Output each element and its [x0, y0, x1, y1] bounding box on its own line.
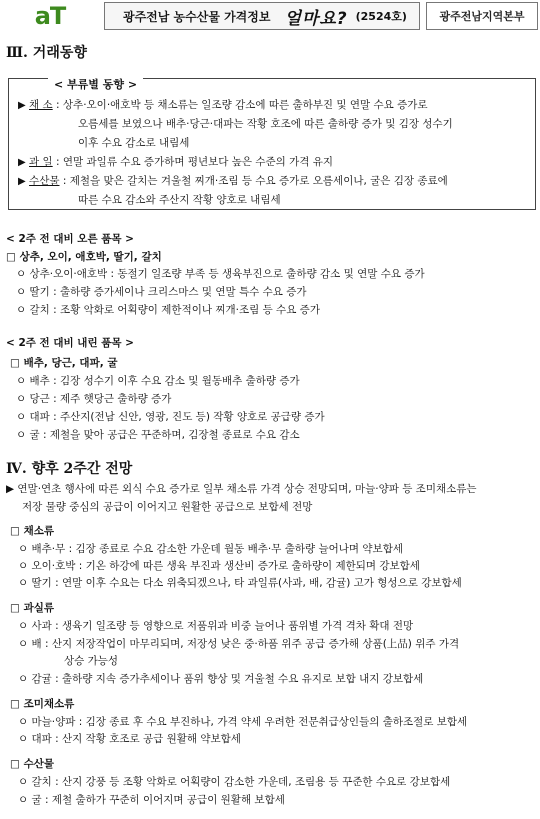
trend-item-label: 과 일 — [29, 156, 53, 168]
falling-items-heading: < 2주 전 대비 내린 품목 > — [6, 337, 134, 349]
outlook-line: ㅇ 갈치 : 산지 강풍 등 조황 악화로 어획량이 감소한 가운데, 조림용 등 꾸준한 수요로 강보합세 — [18, 776, 451, 788]
org-banner — [426, 2, 538, 30]
trend-item-fruit: ▶ 과 일 : 연말 과일류 수요 증가하며 평년보다 높은 수준의 가격 유지 — [18, 156, 334, 168]
outlook-line: ㅇ 딸기 : 연말 이후 수요는 다소 위축되겠으나, 타 과일류(사과, 배, 감귤) 고가 형성으로 강보합세 — [18, 577, 462, 589]
section-title-trade: Ⅲ. 거래동향 — [6, 45, 87, 61]
trend-item-text: 제철을 맞은 갈치는 겨울철 찌개·조림 등 수요 증가로 오름세이나, 굴은 김장 종료에 — [69, 175, 448, 187]
outlook-line: ㅇ 감귤 : 출하량 지속 증가추세이나 품위 향상 및 겨울철 수요 유지로 보합 내지 강보합세 — [18, 673, 424, 685]
outlook-line: ㅇ 마늘·양파 : 김장 종료 후 수요 부진하나, 가격 약세 우려한 전문취급상인들의 출하조절로 보합세 — [18, 716, 468, 728]
issue-number: (2524호) — [355, 10, 407, 23]
trend-item-vegetables: ▶ 채 소 : 상추·오이·애호박 등 채소류는 일조량 감소에 따른 출하부진 및 연말 수요 증가로 — [18, 99, 428, 111]
rising-items-heading: < 2주 전 대비 오른 품목 > — [6, 233, 134, 245]
trend-item-label: 수산물 — [29, 175, 60, 187]
outlook-line: ㅇ 대파 : 산지 작황 호조로 공급 원활해 약보합세 — [18, 733, 241, 745]
outlook-group-seafood: □ 수산물 — [10, 758, 55, 770]
rising-item-line: ㅇ 딸기 : 출하량 증가세이나 크리스마스 및 연말 특수 수요 증가 — [16, 286, 307, 298]
newsletter-name: 얼마요? — [284, 8, 348, 29]
outlook-group-fruit: □ 과실류 — [10, 602, 55, 614]
trend-item-label: 채 소 — [29, 99, 53, 111]
outlook-line: ㅇ 배추·무 : 김장 종료로 수요 감소한 가운데 월동 배추·무 출하량 늘어나며 약보합세 — [18, 543, 403, 555]
arrow-bullet-icon: ▶ — [18, 100, 26, 111]
title-banner — [104, 2, 420, 30]
trend-item-text: 연말 과일류 수요 증가하며 평년보다 높은 수준의 가격 유지 — [62, 156, 334, 168]
category-trend-label: < 부류별 동향 > — [48, 76, 143, 92]
outlook-group-vegetables: □ 채소류 — [10, 525, 55, 537]
trend-item-text: 따른 수요 감소와 주산지 작황 양호로 내림세 — [78, 194, 281, 206]
logo — [4, 2, 96, 30]
outlook-line: ㅇ 배 : 산지 저장작업이 마무리되며, 저장성 낮은 중·하품 위주 공급 증가해 상품(上品) 위주 가격 — [18, 638, 460, 650]
outlook-group-seasoning: □ 조미채소류 — [10, 698, 75, 710]
outlook-intro-line: ▶ 연말·연초 행사에 따른 외식 수요 증가로 일부 채소류 가격 상승 전망되며, 마늘·양파 등 조미채소류는 — [6, 483, 477, 495]
trend-item-seafood: ▶ 수산물 : 제철을 맞은 갈치는 겨울철 찌개·조림 등 수요 증가로 오름세이나, 굴은 김장 종료에 — [18, 175, 448, 187]
outlook-intro-line: 저장 물량 중심의 공급이 이어지고 원활한 공급으로 보합세 전망 — [22, 501, 313, 513]
logo-text: aT — [34, 2, 66, 30]
falling-item-line: ㅇ 배추 : 김장 성수기 이후 수요 감소 및 월동배추 출하량 증가 — [16, 375, 300, 387]
falling-items-group: □ 배추, 당근, 대파, 굴 — [10, 357, 118, 369]
org-name: 광주전남지역본부 — [439, 10, 525, 23]
outlook-line: ㅇ 오이·호박 : 기온 하강에 따른 생육 부진과 생산비 증가로 출하량이 제한되며 강보합세 — [18, 560, 420, 572]
rising-item-line: ㅇ 상추·오이·애호박 : 동절기 일조량 부족 등 생육부진으로 출하량 감소 및 연말 수요 증가 — [16, 268, 425, 280]
arrow-bullet-icon: ▶ — [18, 176, 26, 187]
falling-item-line: ㅇ 대파 : 주산지(전남 신안, 영광, 진도 등) 작황 양호로 공급량 증가 — [16, 411, 325, 423]
report-header — [0, 0, 540, 32]
trend-item-text: 이후 수요 감소로 내림세 — [78, 137, 190, 149]
rising-items-group: □ 상추, 오이, 애호박, 딸기, 갈치 — [6, 251, 162, 263]
outlook-line: ㅇ 사과 : 생육기 일조량 등 영향으로 저품위과 비중 늘어나 품위별 가격 격차 확대 전망 — [18, 620, 414, 632]
outlook-line: ㅇ 굴 : 제철 출하가 꾸준히 이어지며 공급이 원활해 보합세 — [18, 794, 285, 806]
section-title-outlook: Ⅳ. 향후 2주간 전망 — [6, 461, 133, 477]
trend-item-text: 오름세를 보였으나 배추·당근·대파는 작황 호조에 따른 출하량 증가 및 김장 성수기 — [78, 118, 453, 130]
trend-item-text: 상추·오이·애호박 등 채소류는 일조량 감소에 따른 출하부진 및 연말 수요 증가로 — [62, 99, 428, 111]
rising-item-line: ㅇ 갈치 : 조황 악화로 어획량이 제한적이나 찌개·조림 등 수요 증가 — [16, 304, 320, 316]
falling-item-line: ㅇ 굴 : 제철을 맞아 공급은 꾸준하며, 김장철 종료로 수요 감소 — [16, 429, 300, 441]
region-title: 광주전남 농수산물 가격정보 — [123, 9, 271, 24]
outlook-line: 상승 가능성 — [64, 655, 119, 667]
arrow-bullet-icon: ▶ — [18, 157, 26, 168]
falling-item-line: ㅇ 당근 : 제주 햇당근 출하량 증가 — [16, 393, 172, 405]
